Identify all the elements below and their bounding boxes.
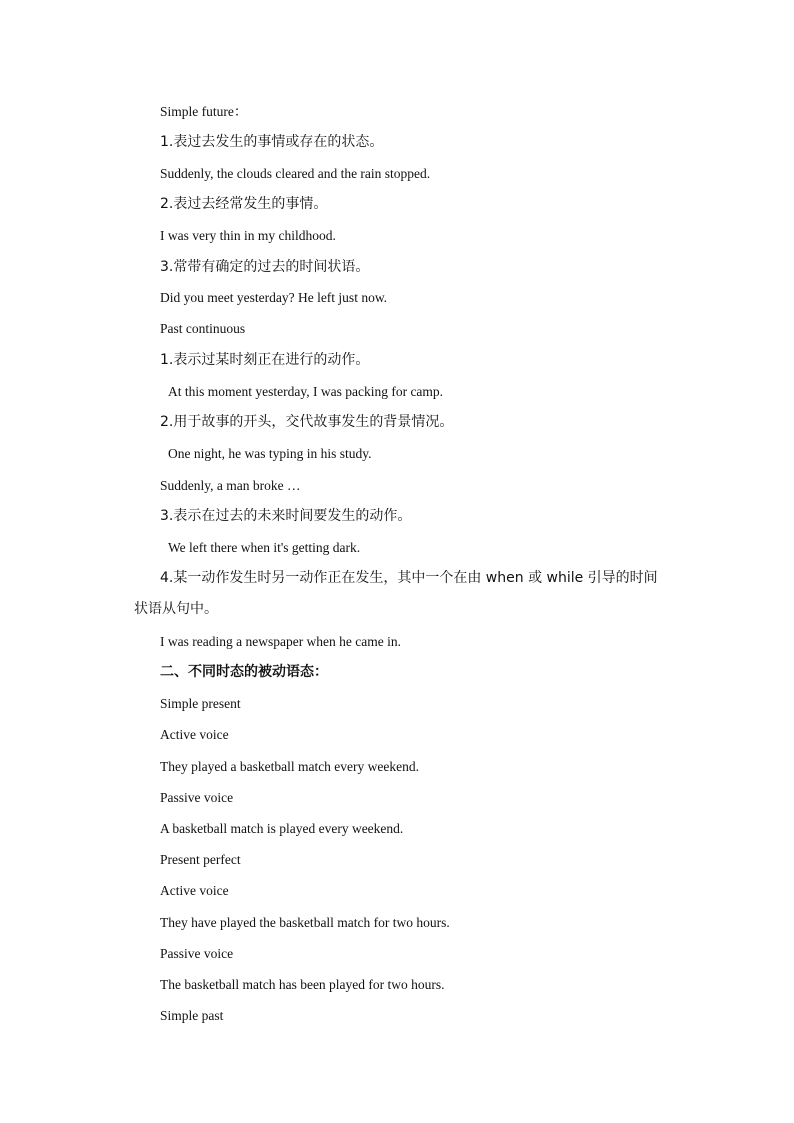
rule-3: 3.表示在过去的未来时间要发生的动作。 bbox=[160, 508, 412, 524]
tense-label: Simple present bbox=[160, 696, 241, 711]
example-sentence: A basketball match is played every weekend. bbox=[160, 821, 404, 836]
example-sentence: They played a basketball match every weekend. bbox=[160, 759, 420, 774]
voice-label: Active voice bbox=[160, 883, 229, 898]
voice-label: Passive voice bbox=[160, 790, 234, 805]
tense-label: Simple past bbox=[160, 1008, 224, 1023]
example-sentence: I was reading a newspaper when he came in. bbox=[160, 634, 402, 649]
rule-1: 1.表示过某时刻正在进行的动作。 bbox=[160, 352, 370, 368]
voice-label: Active voice bbox=[160, 727, 229, 742]
section-heading: 二、不同时态的被动语态： bbox=[160, 664, 328, 680]
rule-4-continued: 状语从句中。 bbox=[134, 601, 218, 617]
example-sentence: Did you meet yesterday? He left just now. bbox=[160, 290, 388, 305]
example-sentence: We left there when it's getting dark. bbox=[168, 540, 361, 555]
rule-2: 2.表过去经常发生的事情。 bbox=[160, 196, 328, 212]
voice-label: Passive voice bbox=[160, 946, 234, 961]
rule-4: 4.某一动作发生时另一动作正在发生，其中一个在由 when 或 while 引导的时间 bbox=[160, 570, 658, 586]
example-sentence: The basketball match has been played for two hours. bbox=[160, 977, 445, 992]
example-sentence: Suddenly, the clouds cleared and the rain stopped. bbox=[160, 166, 431, 181]
example-sentence: They have played the basketball match for two hours. bbox=[160, 915, 450, 930]
rule-2: 2.用于故事的开头，交代故事发生的背景情况。 bbox=[160, 414, 454, 430]
heading-past-continuous: Past continuous bbox=[160, 321, 246, 336]
heading-simple-future: Simple future： bbox=[160, 104, 248, 119]
rule-3: 3.常带有确定的过去的时间状语。 bbox=[160, 259, 370, 275]
example-sentence: I was very thin in my childhood. bbox=[160, 228, 336, 243]
example-sentence: One night, he was typing in his study. bbox=[168, 446, 372, 461]
rule-1: 1.表过去发生的事情或存在的状态。 bbox=[160, 134, 384, 150]
example-sentence: At this moment yesterday, I was packing for camp. bbox=[168, 384, 444, 399]
example-sentence: Suddenly, a man broke … bbox=[160, 478, 301, 493]
tense-label: Present perfect bbox=[160, 852, 241, 867]
